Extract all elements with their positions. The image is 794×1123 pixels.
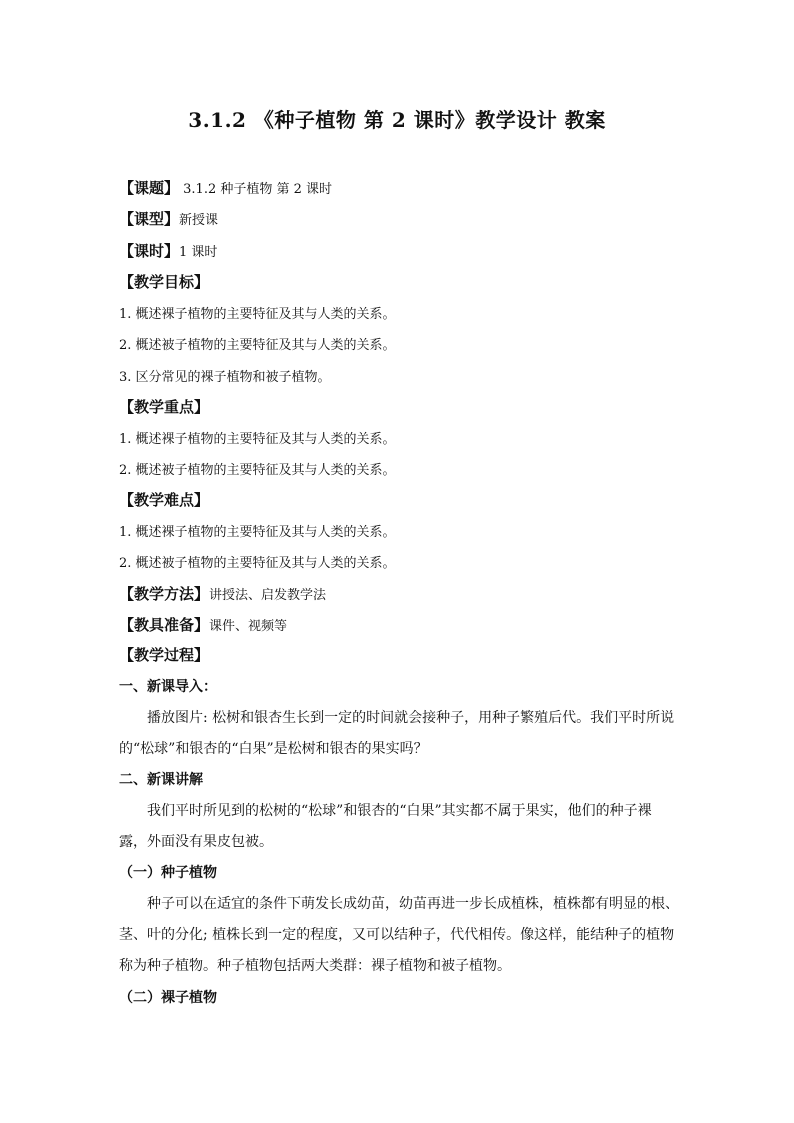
section2-paragraph-line: 露，外面没有果皮包被。 (119, 834, 273, 850)
difficulties-heading: 【教学难点】 (119, 491, 210, 509)
objectives-heading: 【教学目标】 (119, 273, 210, 291)
methods-value: 讲授法、启发教学法 (209, 588, 327, 603)
section1-heading: 一、新课导入： (119, 679, 217, 695)
section1-paragraph-line: 的“松球”和银杏的“白果”是松树和银杏的果实吗？ (119, 741, 428, 757)
tools-label: 【教具准备】 (119, 616, 210, 634)
process-heading: 【教学过程】 (119, 646, 210, 664)
difficulty-item: 2. 概述被子植物的主要特征及其与人类的关系。 (119, 556, 396, 571)
section2-paragraph-line: 我们平时所见到的松树的“松球”和银杏的“白果”其实都不属于果实，他们的种子裸 (147, 803, 652, 819)
tools-value: 课件、视频等 (209, 619, 288, 634)
topic-row (119, 177, 332, 198)
tools-row (119, 614, 287, 635)
key-point-item: 1. 概述裸子植物的主要特征及其与人类的关系。 (119, 432, 396, 447)
subsection2-heading: （二）裸子植物 (119, 990, 217, 1006)
key-point-item: 2. 概述被子植物的主要特征及其与人类的关系。 (119, 463, 396, 478)
objective-item: 3. 区分常见的裸子植物和被子植物。 (119, 370, 331, 385)
methods-row (119, 583, 326, 604)
objective-item: 1. 概述裸子植物的主要特征及其与人类的关系。 (119, 307, 396, 322)
topic-label: 【课题】 (119, 179, 180, 197)
key-points-heading: 【教学重点】 (119, 398, 210, 416)
hours-row (119, 240, 217, 261)
subsection1-paragraph-line: 茎、叶的分化; 植株长到一定的程度，又可以结种子，代代相传。像这样，能结种子的植物 (119, 927, 675, 943)
difficulty-item: 1. 概述裸子植物的主要特征及其与人类的关系。 (119, 525, 396, 540)
type-row (119, 208, 218, 229)
section2-heading: 二、新课讲解 (119, 772, 203, 788)
subsection1-heading: （一）种子植物 (119, 865, 217, 881)
subsection1-paragraph-line: 种子可以在适宜的条件下萌发长成幼苗，幼苗再进一步长成植株，植株都有明显的根、 (147, 896, 679, 912)
section1-paragraph-line: 播放图片: 松树和银杏生长到一定的时间就会接种子，用种子繁殖后代。我们平时所说 (147, 710, 675, 726)
subsection1-paragraph-line: 称为种子植物。种子植物包括两大类群：裸子植物和被子植物。 (119, 958, 511, 974)
topic-value: 3.1.2 种子植物 第 2 课时 (179, 182, 333, 197)
hours-value: 1 课时 (179, 245, 218, 260)
document-title: 3.1.2 《种子植物 第 2 课时》教学设计 教案 (188, 108, 606, 132)
type-value: 新授课 (179, 213, 219, 228)
type-label: 【课型】 (119, 210, 180, 228)
methods-label: 【教学方法】 (119, 585, 210, 603)
objective-item: 2. 概述被子植物的主要特征及其与人类的关系。 (119, 338, 396, 353)
hours-label: 【课时】 (119, 242, 180, 260)
